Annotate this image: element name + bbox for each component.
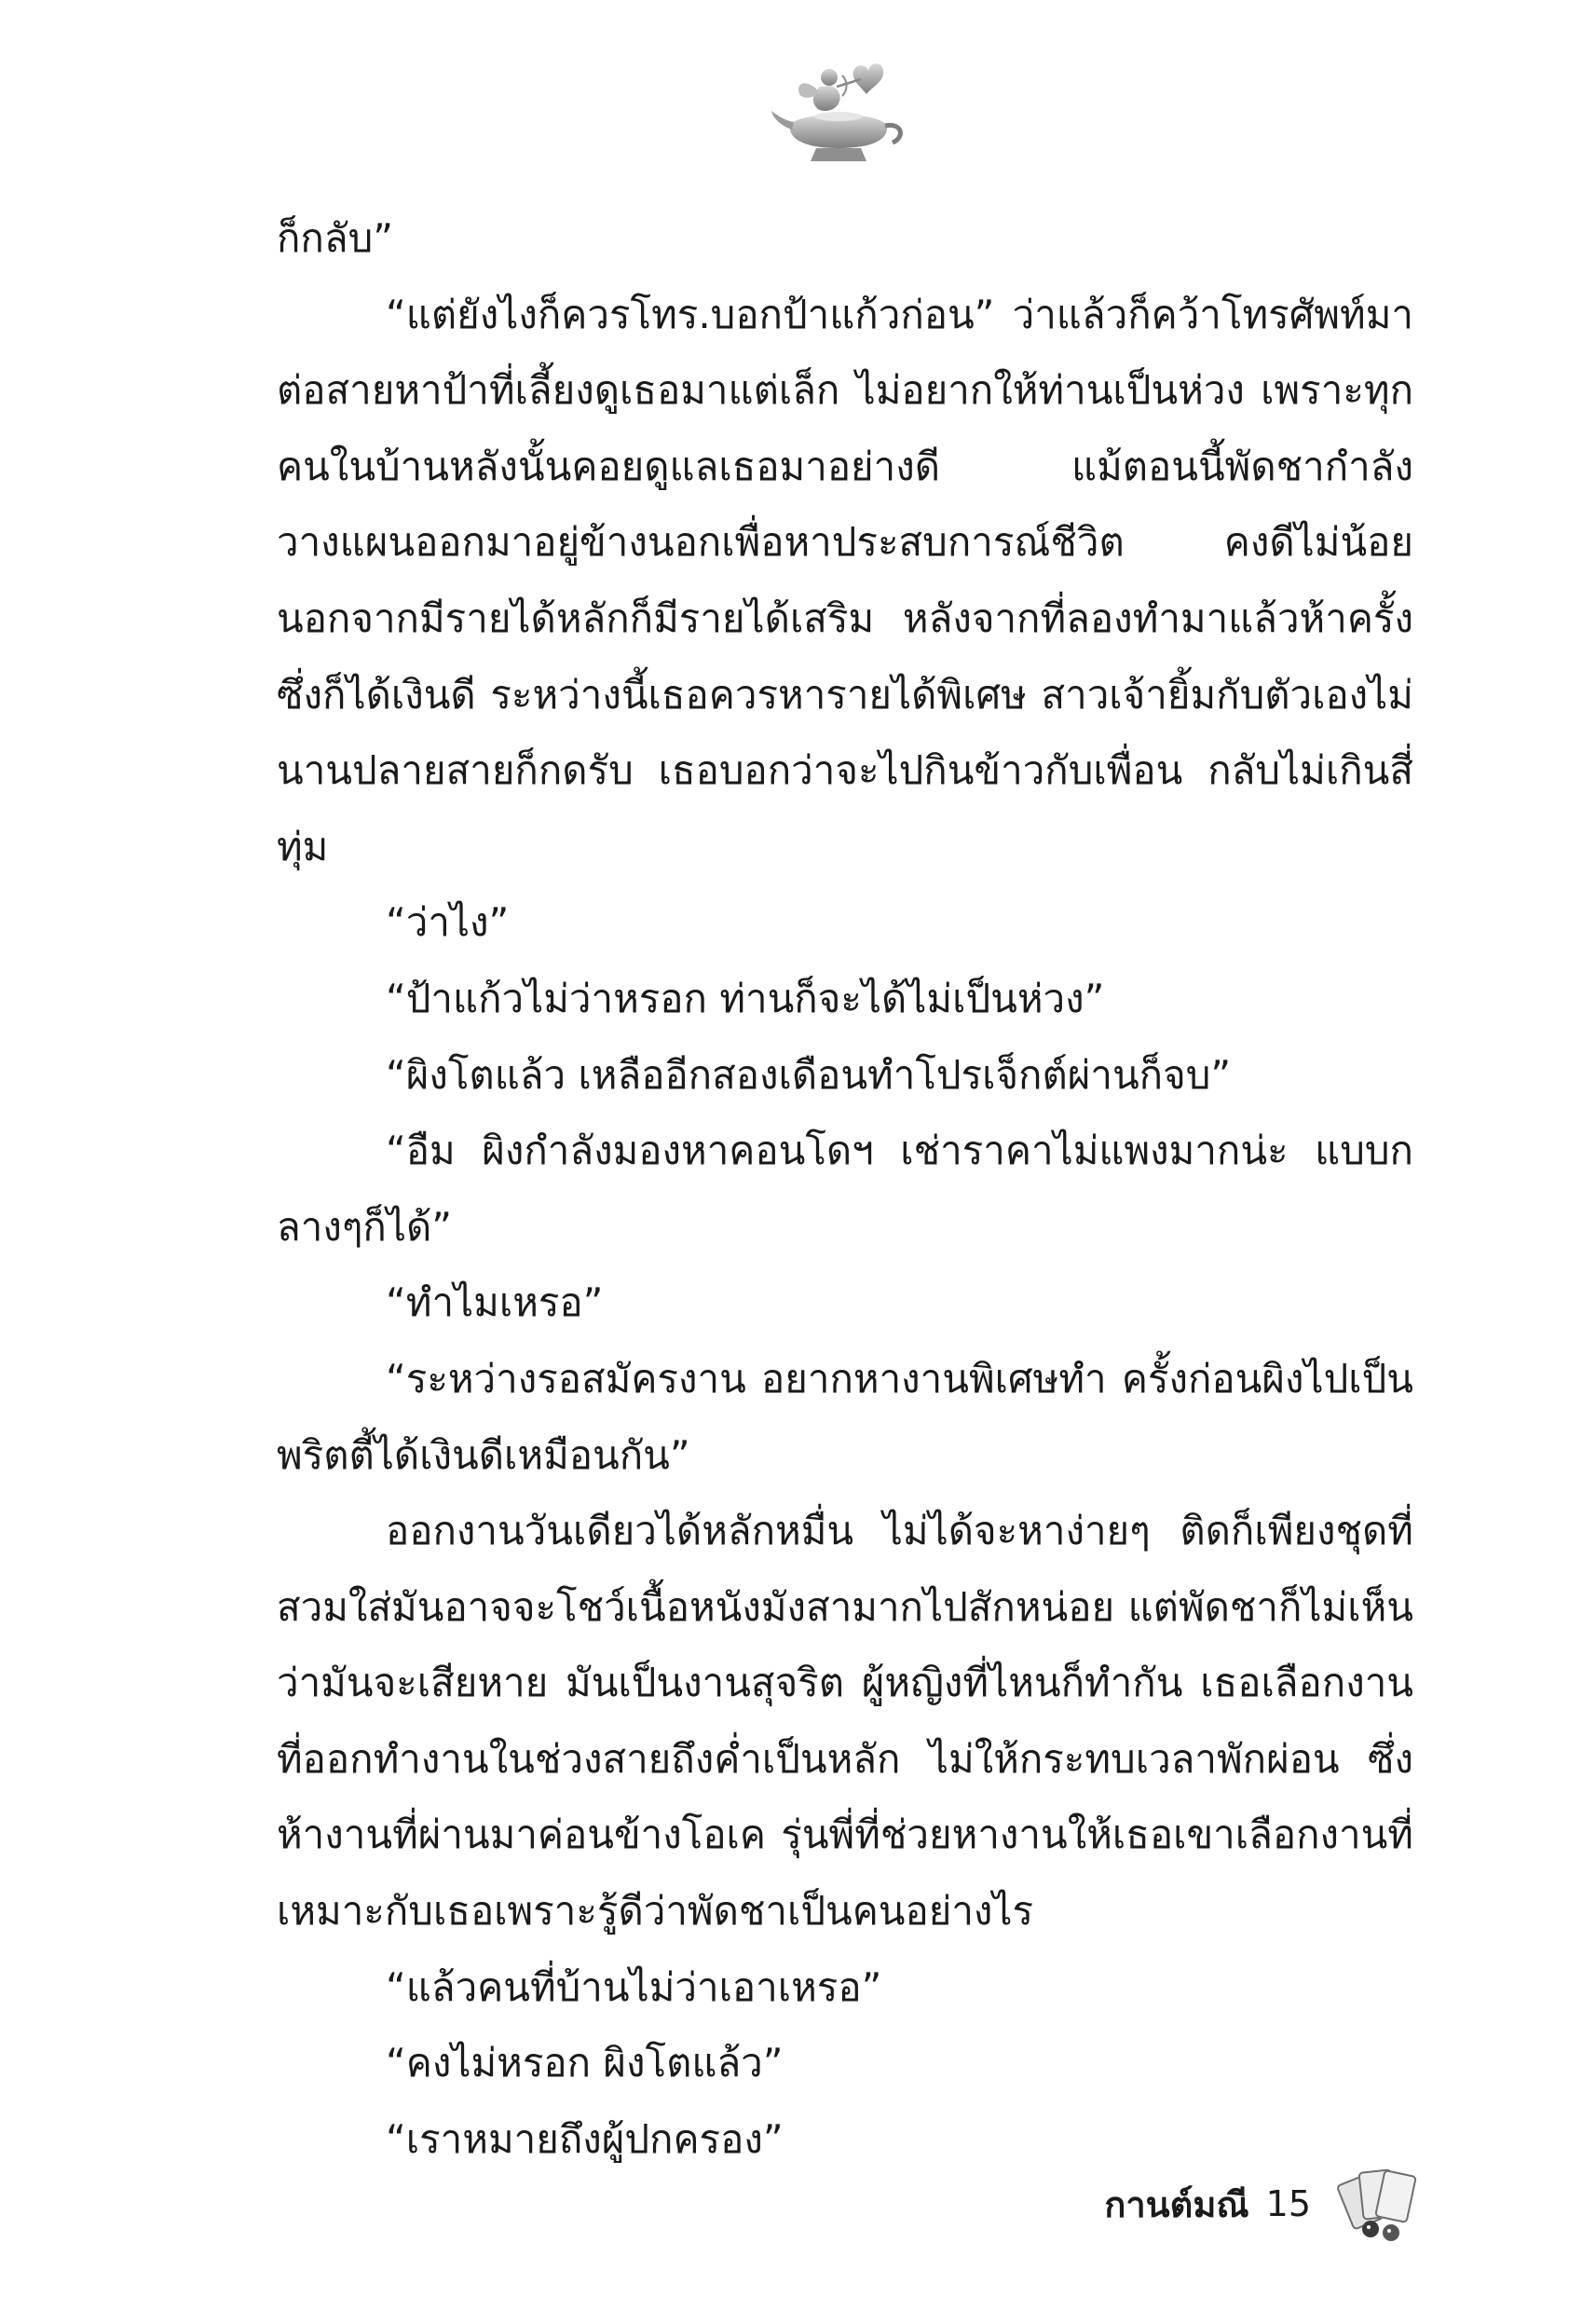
playing-cards-icon [1335, 2162, 1428, 2246]
paragraph: “ทำไมเหรอ” [386, 1279, 604, 1326]
paragraph: “คงไม่หรอก ผิงโตแล้ว” [386, 2040, 784, 2086]
paragraph: “ระหว่างรอสมัครงาน อยากหางานพิเศษทำ ครั้งก่อนผิงไปเป็นพริตตี้ได้เงินดีเหมือนกัน” [277, 1355, 1413, 1478]
paragraph: ก็กลับ” [277, 215, 394, 261]
page-footer [1104, 2162, 1428, 2246]
book-title: กานต์มณี [1104, 2183, 1249, 2225]
story-body [277, 200, 1413, 2177]
paragraph: “ว่าไง” [386, 899, 510, 946]
cupid-teapot-icon [764, 51, 913, 172]
paragraph: “แต่ยังไงก็ควรโทร.บอกป้าแก้วก่อน” ว่าแล้วก็คว้าโทรศัพท์มาต่อสายหาป้าที่เลี้ยงดูเธอมาแต่เล็ก ไม่อยากให้ท่านเป็นห่วง เพราะทุกคนในบ้านหลังนั้นคอยดูแลเธอมาอย่างดี แม้ตอนนี้พัดชากำลังวางแผนออกมาอยู่ข้างนอกเพื่อหาประสบการณ์ชีวิต คงดีไม่น้อยนอกจากมีรายได้หลักก็มีรายได้เสริม หลังจากที่ลองทำมาแล้วห้าครั้งซึ่งก็ได้เงินดี ระหว่างนี้เธอควรหารายได้พิเศษ สาวเจ้ายิ้มกับตัวเองไม่นานปลายสายก็กดรับ เธอบอกว่าจะไปกินข้าวกับเพื่อน กลับไม่เกินสี่ทุ่ม [277, 291, 1413, 869]
paragraph: “แล้วคนที่บ้านไม่ว่าเอาเหรอ” [386, 1963, 882, 2010]
paragraph: “ผิงโตแล้ว เหลืออีกสองเดือนทำโปรเจ็กต์ผ่านก็จบ” [386, 1051, 1232, 1098]
paragraph: “อืม ผิงกำลังมองหาคอนโดฯ เช่าราคาไม่แพงมากน่ะ แบบกลางๆก็ได้” [277, 1128, 1413, 1250]
paragraph: “ป้าแก้วไม่ว่าหรอก ท่านก็จะได้ไม่เป็นห่วง” [386, 975, 1105, 1021]
paragraph: ออกงานวันเดียวได้หลักหมื่น ไม่ได้จะหาง่ายๆ ติดก็เพียงชุดที่สวมใส่มันอาจจะโชว์เนื้อหนังมังสามากไปสักหน่อย แต่พัดชาก็ไม่เห็นว่ามันจะเสียหาย มันเป็นงานสุจริต ผู้หญิงที่ไหนก็ทำกัน เธอเลือกงานที่ออกทำงานในช่วงสายถึงค่ำเป็นหลัก ไม่ให้กระทบเวลาพักผ่อน ซึ่งห้างานที่ผ่านมาค่อนข้างโอเค รุ่นพี่ที่ช่วยหางานให้เธอเขาเลือกงานที่เหมาะกับเธอเพราะรู้ดีว่าพัดชาเป็นคนอย่างไร [277, 1508, 1413, 1935]
page-number: 15 [1265, 2183, 1311, 2224]
paragraph: “เราหมายถึงผู้ปกครอง” [386, 2115, 784, 2162]
